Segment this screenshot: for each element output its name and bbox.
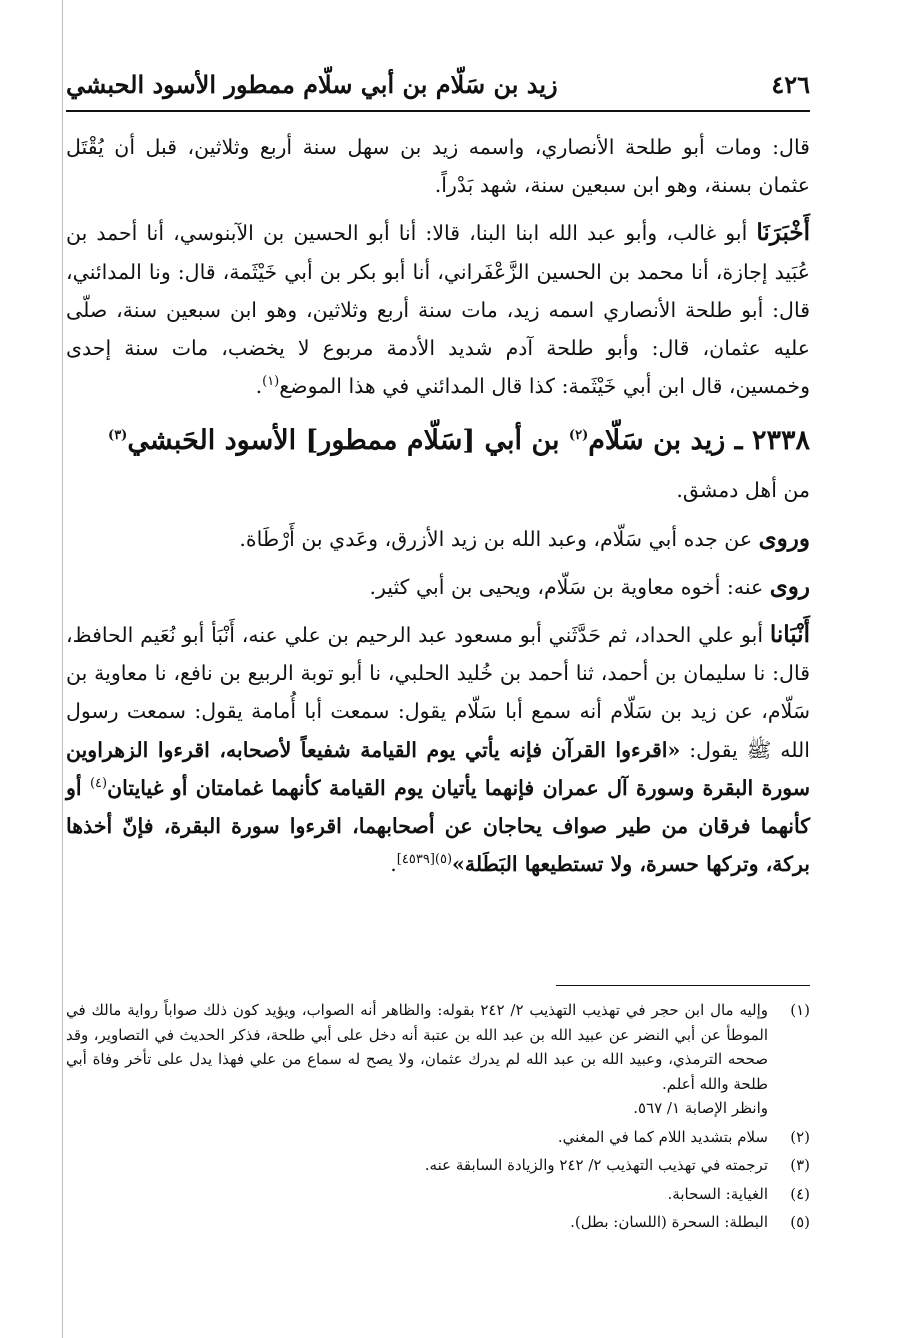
footnote-number: (٢): [790, 1127, 810, 1146]
footnote-text: [66, 1153, 768, 1178]
paragraph-2-text: أبو غالب، وأبو عبد الله ابنا البنا، قالا: أنا أبو الحسين بن الآبنوسي، أنا أحمد بن عُبَيد إجازة، أنا محمد بن الحسين الزَّعْفَراني، أنا أبو بكر بن أبي خَيْثَمة، قال: ونا المدائني، قال: أبو طلحة الأنصاري اسمه زيد، مات سنة أربع وثلاثين، وهو ابن سبعين سنة، صلّى عليه عثمان، قال: وأبو طلحة آدم شديد الأدمة مربوع لا يخضب، مات سنة إحدى وخمسين، قال ابن أبي خَيْثَمة: كذا قال المدائني في هذا الموضع: [66, 221, 810, 399]
footnote-1: [66, 998, 810, 1121]
footnote-text: [66, 1182, 768, 1207]
main-text: [66, 128, 810, 883]
paragraph-5-text: عنه: أخوه معاوية بن سَلّام، ويحيى بن أبي كثير.: [369, 574, 764, 599]
footnote-ref-4[interactable]: (٤): [89, 776, 108, 792]
hadith-quote-part-b: أو كأنهما فرقان من طير صواف يحاجان عن أصحابهما، اقرءوا سورة البقرة، فإنّ أخذها بركة، وتركها حسرة، ولا تستطيعها البَطَلة»: [66, 775, 810, 877]
footnote-text: [66, 998, 768, 1121]
paragraph-4-text: عن جده أبي سَلّام، وعبد الله بن زيد الأزرق، وعَدي بن أَرْطَاة.: [239, 526, 753, 551]
scan-margin-line: [62, 0, 63, 1338]
footnote-line: البطلة: السحرة (اللسان: بطل).: [570, 1213, 768, 1231]
running-title: زيد بن سَلّام بن أبي سلّام ممطور الأسود الحبشي: [66, 70, 558, 99]
paragraph-5: [66, 568, 810, 606]
paragraph-6-lead: أَنْبَانا: [769, 621, 810, 649]
footnote-divider: [556, 985, 810, 986]
footnote-number: (٥): [790, 1213, 810, 1231]
footnote-ref-5[interactable]: (٥)[٤٥٣٩]: [396, 852, 453, 868]
footnote-3: [66, 1153, 810, 1178]
paragraph-3-text: من أهل دمشق.: [676, 478, 810, 503]
footnote-text: [66, 1210, 768, 1235]
footnote-text: [66, 1125, 768, 1150]
footnote-ref-2[interactable]: (٢): [568, 428, 589, 444]
footnote-line: سلام بتشديد اللام كما في المغني.: [557, 1127, 768, 1146]
footnote-5: [66, 1210, 810, 1235]
page-header: [66, 62, 810, 112]
footnote-4: [66, 1182, 810, 1207]
entry-heading-part-a: ٢٣٣٨ ـ زيد بن سَلّام: [588, 425, 810, 457]
footnote-line: الغياية: السحابة.: [667, 1184, 768, 1203]
paragraph-1-text: قال: ومات أبو طلحة الأنصاري، واسمه زيد بن سهل سنة أربع وثلاثين، قبل أن يُقْتَل عثمان بسنة، وهو ابن سبعين سنة، شهد بَدْراً.: [66, 135, 810, 198]
paragraph-3: [66, 471, 810, 509]
footnotes: [66, 998, 810, 1239]
entry-heading-part-b: بن أبي [سَلّام ممطور] الأسود الحَبشي: [127, 425, 569, 457]
paragraph-6-text: أبو علي الحداد، ثم حَدَّثَني أبو مسعود عبد الرحيم بن علي عنه، أَنْبَأ أبو نُعَيم الحافظ، قال: نا سليمان بن أحمد، ثنا أحمد بن خُليد الحلبي، نا أبو توبة الربيع بن نافع، نا معاوية بن سَلّام، عن زيد بن سَلّام أنه سمع أبا سَلّام يقول: سمعت أبا أُمامة يقول: سمعت رسول الله ﷺ يقول:: [66, 623, 810, 762]
footnote-number: (٤): [790, 1184, 810, 1203]
footnote-ref-1[interactable]: (١): [262, 374, 280, 390]
paragraph-2: [66, 214, 810, 405]
paragraph-6: [66, 616, 810, 883]
paragraph-4-lead: وروى: [758, 524, 810, 552]
footnote-number: (١): [790, 1001, 810, 1019]
entry-heading: [66, 417, 810, 465]
paragraph-5-lead: روى: [769, 572, 810, 600]
footnote-number: (٣): [790, 1156, 810, 1174]
footnote-line: ترجمته في تهذيب التهذيب ٢/ ٢٤٢ والزيادة السابقة عنه.: [424, 1156, 768, 1174]
paragraph-4: [66, 520, 810, 558]
footnote-ref-3[interactable]: (٣): [108, 428, 128, 444]
footnote-2: [66, 1125, 810, 1150]
paragraph-2-lead: أَخْبَرَنَا: [756, 219, 810, 247]
paragraph-2-end: .: [255, 374, 263, 399]
paragraph-6-end: .: [390, 852, 397, 877]
footnote-line: وانظر الإصابة ١/ ٥٦٧.: [633, 1099, 768, 1117]
hadith-quote-part-a: «اقرءوا القرآن فإنه يأتي يوم القيامة شفيعاً لأصحابه، اقرءوا الزهراوين سورة البقرة وسورة آل عمران فإنهما يأتيان يوم القيامة كأنهما غمامتان أو غيايتان: [66, 737, 810, 800]
footnote-line: وإليه مال ابن حجر في تهذيب التهذيب ٢/ ٢٤٢ بقوله: والظاهر أنه الصواب، ويؤيد كون ذلك صواباً رواية مالك في الموطأ عن أبي النضر عن عبيد الله بن عبد الله بن عتبة أنه دخل على أبي طلحة، فذكر الحديث في التصاوير، وقد صححه الترمذي، وعبيد الله بن عبد الله لم يدرك عثمان، ولا يصح له سماع من علي فهذا يدل على تأخر وفاة أبي طلحة والله أعلم.: [66, 1001, 768, 1093]
paragraph-1: [66, 128, 810, 204]
page-number: ٤٢٦: [771, 70, 810, 99]
